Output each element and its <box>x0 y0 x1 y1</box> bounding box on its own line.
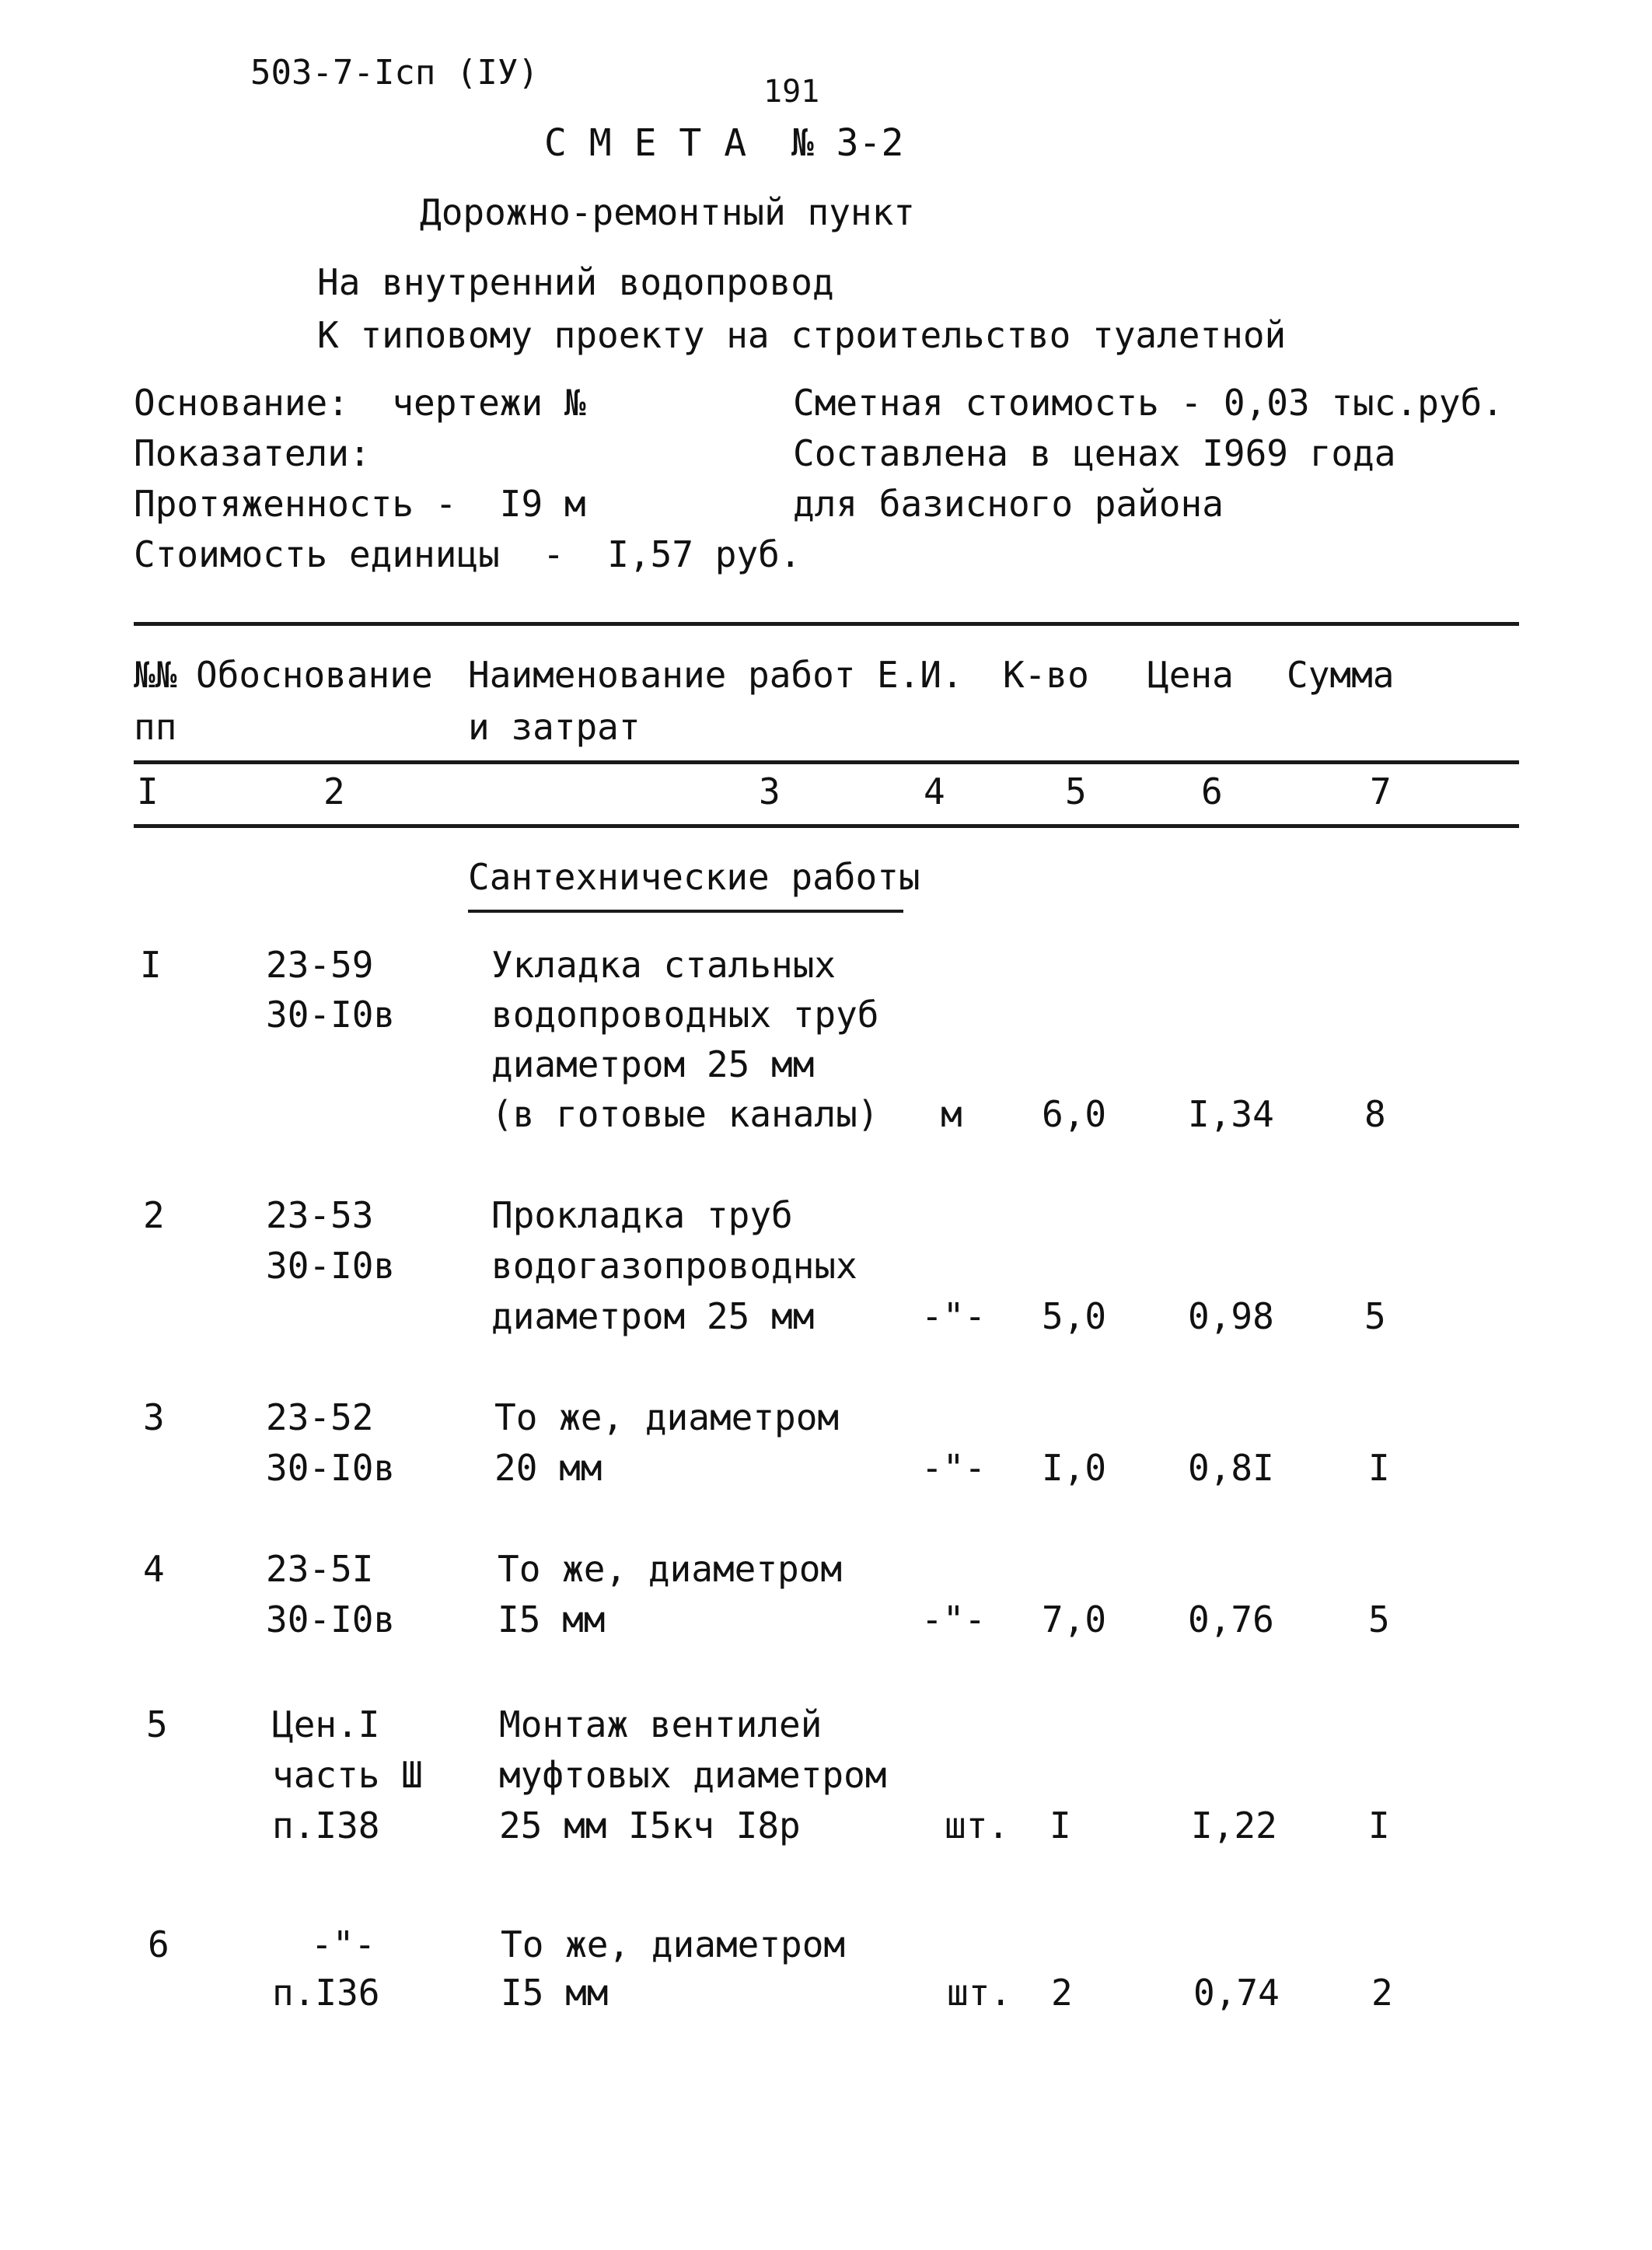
row-unit: -"- <box>921 1295 987 1337</box>
row-sum: 5 <box>1364 1295 1386 1337</box>
row-unit: -"- <box>921 1447 987 1489</box>
meta-price-base: Составлена в ценах I969 года <box>793 432 1396 474</box>
row-basis: 23-5I <box>266 1548 374 1590</box>
row-name: I5 мм <box>498 1598 606 1640</box>
header-basis: Обоснование <box>196 654 433 696</box>
row-name: водогазопроводных <box>491 1245 857 1287</box>
header-qty: К-во <box>1003 654 1089 696</box>
meta-region: для базисного района <box>793 483 1224 525</box>
description-line: На внутренний водопровод <box>317 261 834 303</box>
meta-indicators: Показатели: <box>134 432 371 474</box>
row-sum: 8 <box>1364 1093 1386 1135</box>
row-unit: шт. <box>947 1972 1012 2014</box>
table-top-rule <box>134 622 1519 626</box>
row-name: 25 мм I5кч I8р <box>499 1805 801 1846</box>
row-sum: I <box>1368 1447 1390 1489</box>
header-name: Наименование работ <box>468 654 856 696</box>
row-name: 20 мм <box>494 1447 602 1489</box>
row-qty: 7,0 <box>1042 1598 1107 1640</box>
row-price: 0,76 <box>1188 1598 1274 1640</box>
row-num: 4 <box>143 1548 165 1590</box>
row-name: То же, диаметром <box>501 1923 846 1965</box>
row-sum: I <box>1368 1805 1390 1846</box>
header-price: Цена <box>1147 654 1234 696</box>
row-basis: часть Ш <box>272 1754 423 1796</box>
header-unit: Е.И. <box>877 654 963 696</box>
meta-estimated-cost: Сметная стоимость - 0,03 тыс.руб. <box>793 382 1504 424</box>
row-name: I5 мм <box>501 1972 609 2014</box>
row-basis: п.I36 <box>272 1972 380 2014</box>
page-number: 191 <box>763 74 820 110</box>
row-num: 5 <box>146 1703 168 1745</box>
table-colnum-rule <box>134 824 1519 828</box>
row-basis: п.I38 <box>272 1805 380 1846</box>
row-qty: 2 <box>1051 1972 1073 2014</box>
row-qty: I,0 <box>1042 1447 1107 1489</box>
row-unit: м <box>941 1093 962 1135</box>
row-price: 0,74 <box>1193 1972 1280 2014</box>
column-number: 6 <box>1201 770 1223 812</box>
row-unit: -"- <box>921 1598 987 1640</box>
row-qty: 6,0 <box>1042 1093 1107 1135</box>
estimate-subtitle: Дорожно-ремонтный пункт <box>420 191 915 233</box>
row-name: водопроводных труб <box>491 994 879 1036</box>
column-number: 3 <box>759 770 781 812</box>
column-number: 2 <box>323 770 345 812</box>
header-sum: Сумма <box>1287 654 1395 696</box>
row-num: 6 <box>148 1923 169 1965</box>
header-name: и затрат <box>468 706 641 748</box>
table-header-rule <box>134 760 1519 764</box>
row-num: 3 <box>143 1396 165 1438</box>
row-basis: 30-I0в <box>266 1447 396 1489</box>
header-num: №№ <box>134 654 177 696</box>
column-number: 4 <box>924 770 945 812</box>
row-name: Прокладка труб <box>491 1194 793 1236</box>
row-basis: 23-53 <box>266 1194 374 1236</box>
row-qty: 5,0 <box>1042 1295 1107 1337</box>
row-name: Укладка стальных <box>491 944 836 986</box>
header-num: пп <box>134 706 177 748</box>
row-sum: 2 <box>1371 1972 1393 2014</box>
row-basis: 23-59 <box>266 944 374 986</box>
row-basis: Цен.I <box>272 1703 380 1745</box>
row-name: (в готовые каналы) <box>491 1093 879 1135</box>
row-price: 0,8I <box>1188 1447 1274 1489</box>
column-number: I <box>137 770 159 812</box>
section-title-underline <box>468 910 903 913</box>
description-line: К типовому проекту на строительство туалетной <box>317 314 1287 356</box>
document-code: 503-7-Iсп (IУ) <box>250 53 539 93</box>
section-title: Сантехнические работы <box>468 856 920 898</box>
row-unit: шт. <box>945 1805 1010 1846</box>
row-price: I,34 <box>1188 1093 1274 1135</box>
row-basis: 30-I0в <box>266 1598 396 1640</box>
meta-length: Протяженность - I9 м <box>134 483 586 525</box>
row-num: I <box>140 944 162 986</box>
estimate-title: С М Е Т А № 3-2 <box>544 121 904 165</box>
meta-basis: Основание: чертежи № <box>134 382 586 424</box>
row-qty: I <box>1050 1805 1071 1846</box>
column-number: 7 <box>1370 770 1392 812</box>
row-price: I,22 <box>1191 1805 1277 1846</box>
row-name: То же, диаметром <box>494 1396 840 1438</box>
row-basis: -"- <box>311 1923 376 1965</box>
row-price: 0,98 <box>1188 1295 1274 1337</box>
column-number: 5 <box>1065 770 1087 812</box>
row-basis: 30-I0в <box>266 994 396 1036</box>
row-name: диаметром 25 мм <box>491 1043 815 1085</box>
row-name: То же, диаметром <box>498 1548 843 1590</box>
row-basis: 23-52 <box>266 1396 374 1438</box>
row-sum: 5 <box>1368 1598 1390 1640</box>
row-num: 2 <box>143 1194 165 1236</box>
meta-unit-cost: Стоимость единицы - I,57 руб. <box>134 533 802 575</box>
row-name: муфтовых диаметром <box>499 1754 887 1796</box>
row-basis: 30-I0в <box>266 1245 396 1287</box>
row-name: Монтаж вентилей <box>499 1703 823 1745</box>
row-name: диаметром 25 мм <box>491 1295 815 1337</box>
